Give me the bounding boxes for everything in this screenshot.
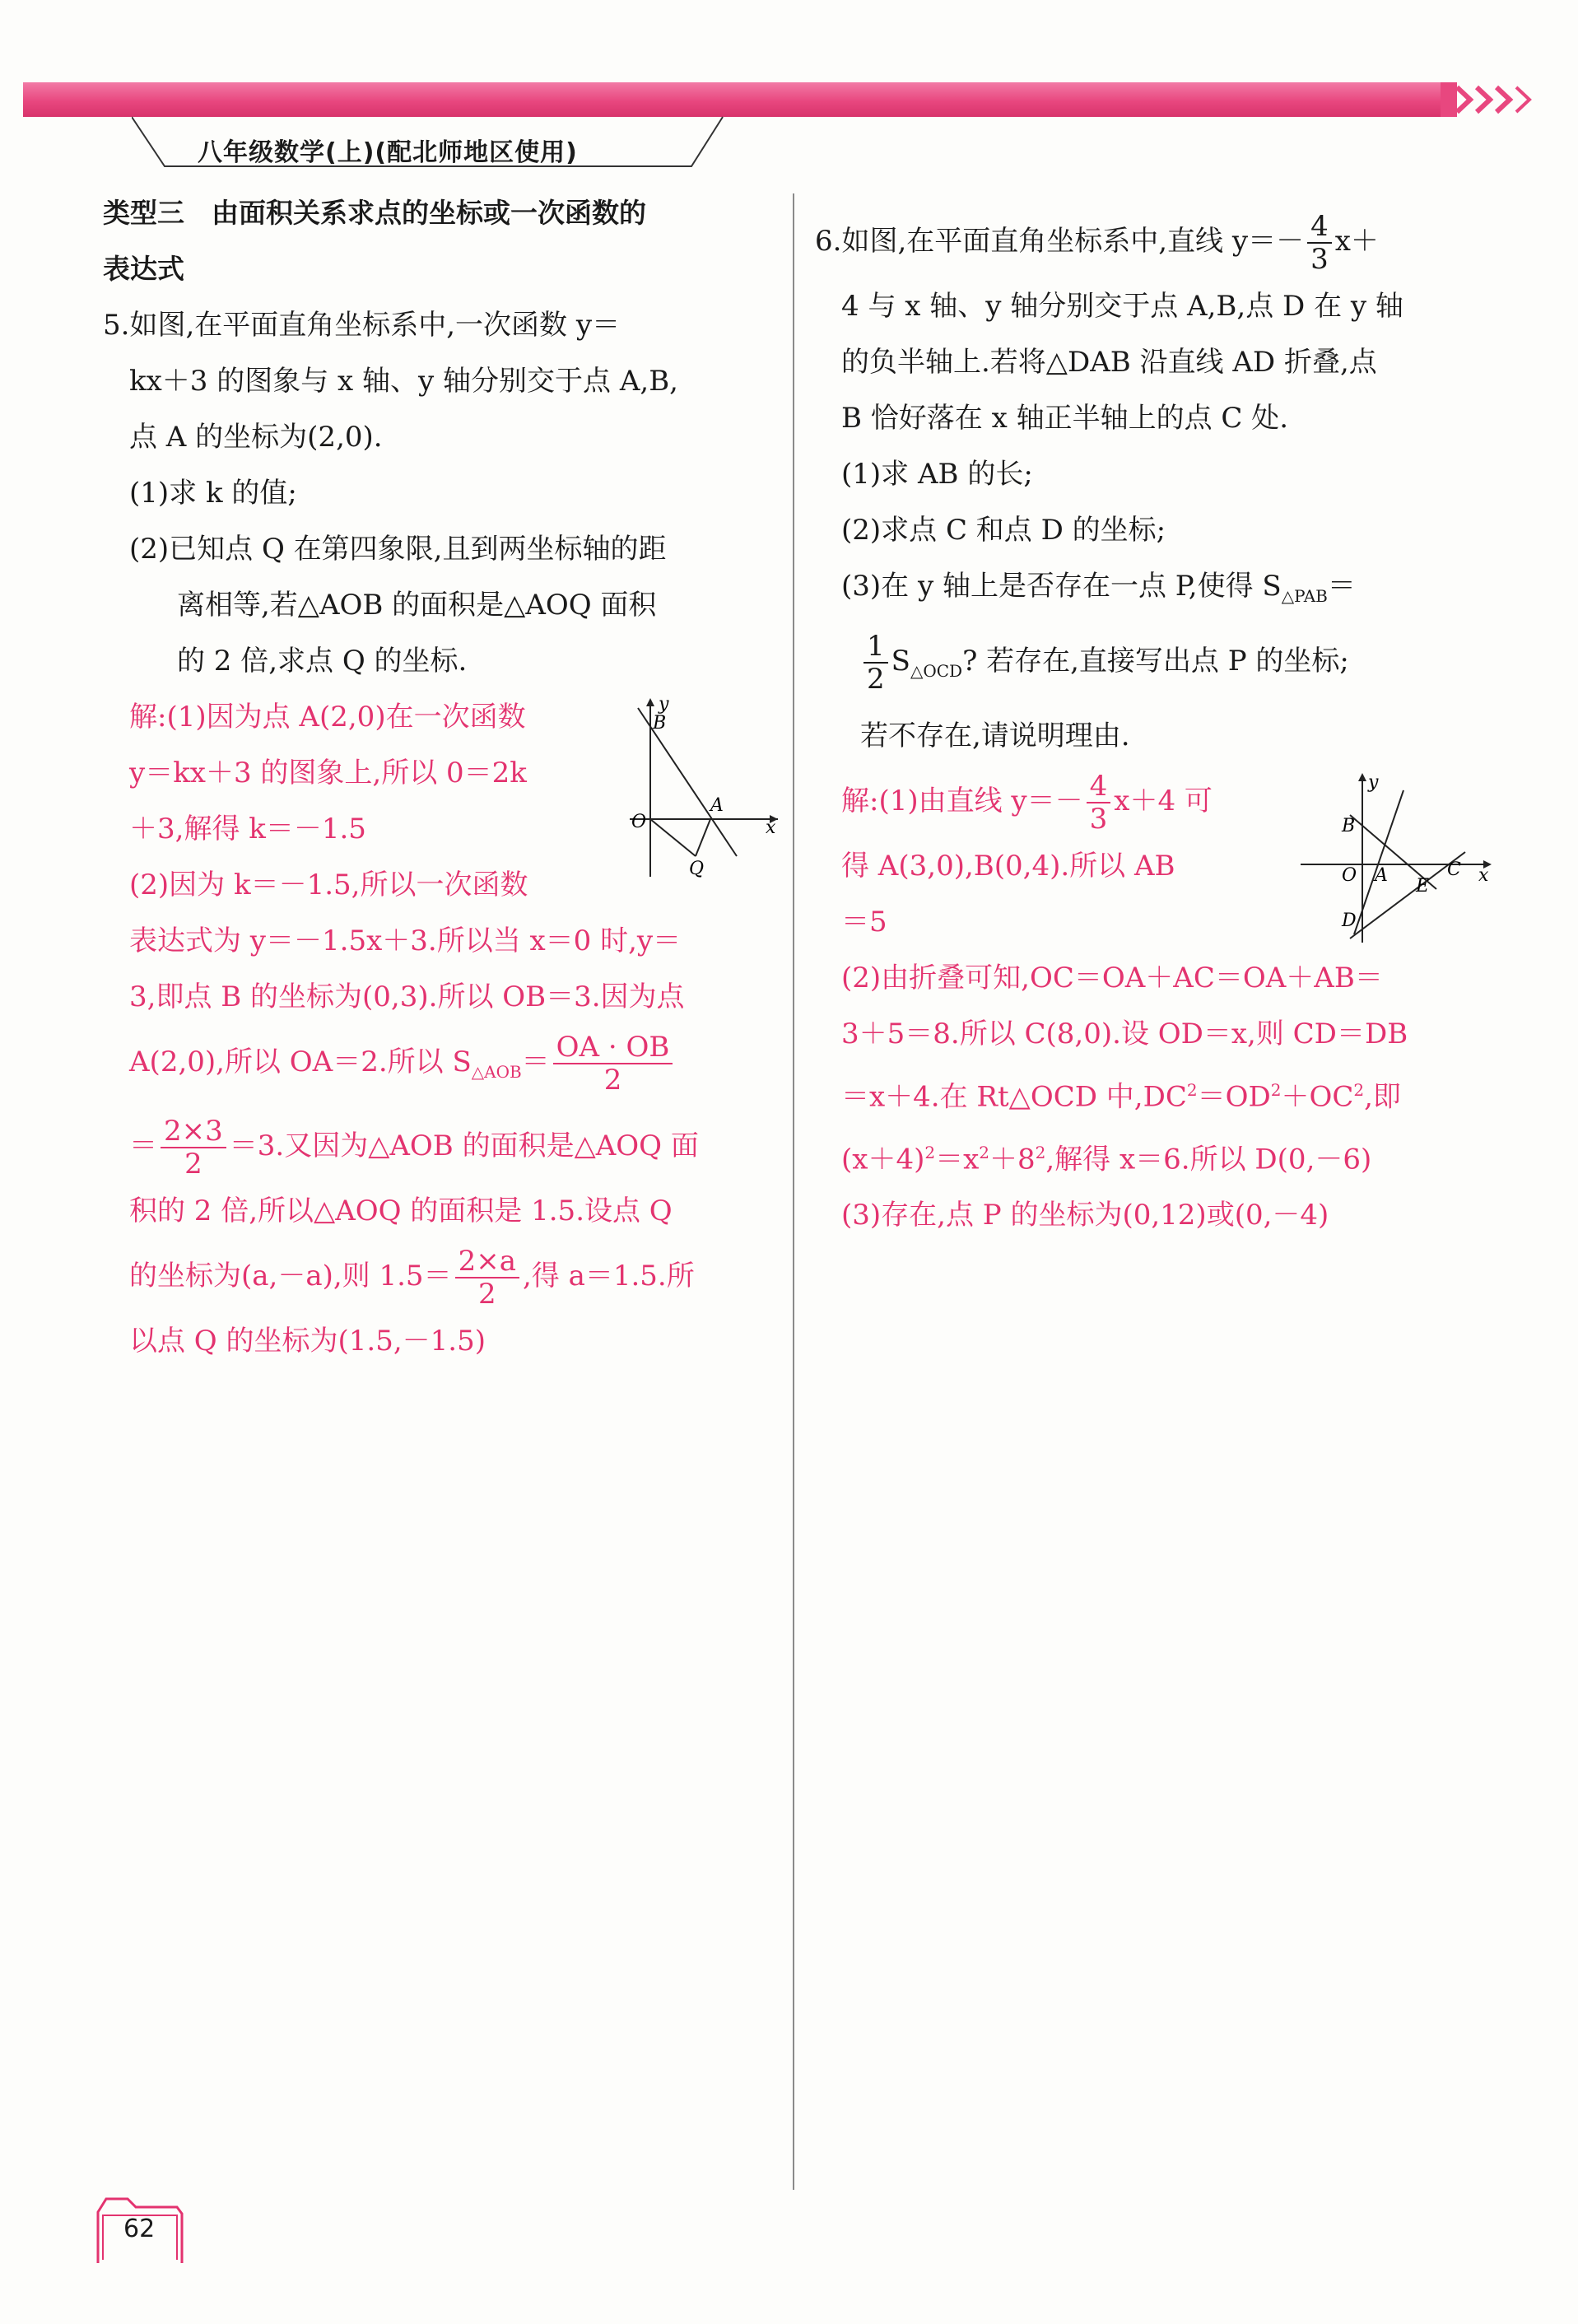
denominator: 2 [184, 1147, 202, 1181]
solution-line [815, 1062, 1498, 1125]
page-number: 62 [123, 2215, 156, 2243]
solution-line [103, 1109, 770, 1183]
solution-line: 得 A(3,0),B(0,4).所以 AB [841, 849, 1175, 883]
section-heading: 类型三 由面积关系求点的坐标或一次函数的 [103, 197, 646, 229]
solution-line: 3,即点 B 的坐标为(0,3).所以 OB＝3.因为点 [129, 980, 685, 1013]
subscript: △AOB [471, 1061, 522, 1082]
label-x: x [766, 817, 776, 838]
section-heading-cont: 表达式 [103, 253, 184, 285]
solution-line: 积的 2 倍,所以△AOQ 的面积是 1.5.设点 Q [129, 1194, 673, 1227]
text: 的坐标为(a,－a),则 1.5＝ [129, 1259, 452, 1292]
text: (x＋4) [841, 1143, 925, 1176]
subscript: △OCD [910, 660, 963, 681]
fraction [1307, 211, 1332, 275]
label-O: O [1342, 865, 1357, 886]
chevron-arrows-icon [1441, 82, 1539, 117]
segment-OQ [650, 819, 696, 856]
text: x＋ [1334, 225, 1379, 258]
label-A: A [710, 795, 724, 816]
text: (3)在 y 轴上是否存在一点 P,使得 S [841, 570, 1282, 603]
denominator: 2 [867, 662, 885, 696]
text: ＝3.又因为△AOB 的面积是△AOQ 面 [229, 1129, 699, 1162]
numerator: 4 [1307, 211, 1332, 244]
solution-line: 3＋5＝8.所以 C(8,0).设 OD＝x,则 CD＝DB [841, 1017, 1408, 1050]
text: ＝OD [1197, 1079, 1271, 1113]
solution-line: ＝5 [841, 905, 887, 938]
segment-QA [696, 819, 710, 856]
fraction [161, 1115, 226, 1180]
superscript: 2 [979, 1142, 989, 1162]
text: 解:(1)由直线 y＝－ [841, 784, 1083, 817]
q5-coordinate-figure [613, 692, 786, 881]
q6-part3-cont [815, 624, 1498, 708]
label-B: B [1342, 816, 1356, 836]
q5-part1: (1)求 k 的值; [129, 477, 297, 510]
text: 6.如图,在平面直角坐标系中,直线 y＝－ [815, 225, 1305, 258]
right-column [815, 204, 1498, 1243]
y-axis-arrow [1358, 773, 1366, 781]
label-Q: Q [689, 859, 705, 879]
solution-line: (2)因为 k＝－1.5,所以一次函数 [129, 869, 528, 901]
numerator: OA · OB [553, 1032, 673, 1064]
denominator: 2 [603, 1064, 622, 1097]
denominator: 3 [1089, 802, 1108, 836]
q5-line: kx＋3 的图象与 x 轴、y 轴分别交于点 A,B, [129, 365, 678, 398]
text: ＝x [935, 1143, 980, 1176]
subscript: △PAB [1281, 585, 1328, 606]
fraction [455, 1246, 519, 1310]
header-banner [23, 82, 1455, 117]
solution-line [815, 1125, 1498, 1187]
solution-line: y＝kx＋3 的图象上,所以 0＝2k [129, 757, 527, 789]
label-O: O [631, 812, 647, 832]
text: ,得 a＝1.5.所 [522, 1259, 695, 1292]
q6-coordinate-figure [1292, 770, 1498, 947]
solution-line: (2)由折叠可知,OC＝OA＋AC＝OA＋AB＝ [841, 961, 1383, 994]
label-y: y [1368, 772, 1379, 793]
text: ? 若存在,直接写出点 P 的坐标; [962, 644, 1349, 678]
text: S [891, 644, 910, 678]
q6-part3-cont: 若不存在,请说明理由. [860, 719, 1130, 752]
q5-part2-cont: 离相等,若△AOB 的面积是△AOQ 面积 [177, 589, 657, 622]
label-E: E [1416, 876, 1430, 897]
q5-line: 5.如图,在平面直角坐标系中,一次函数 y＝ [103, 309, 621, 342]
book-title: 八年级数学(上)(配北师地区使用) [198, 138, 578, 167]
text: ＝x＋4.在 Rt△OCD 中,DC [841, 1079, 1187, 1113]
text: ,即 [1364, 1079, 1401, 1113]
superscript: 2 [924, 1142, 936, 1162]
q6-line: 的负半轴上.若将△DAB 沿直线 AD 折叠,点 [841, 346, 1377, 379]
text: ＝ [129, 1129, 157, 1162]
text: ,解得 x＝6.所以 D(0,－6) [1045, 1143, 1372, 1176]
text: A(2,0),所以 OA＝2.所以 S [129, 1046, 472, 1078]
text: ＝ [521, 1046, 550, 1078]
text: ＋8 [989, 1143, 1036, 1176]
solution-line [103, 1025, 770, 1109]
q5-line: 点 A 的坐标为(2,0). [129, 421, 383, 454]
q5-part2: (2)已知点 Q 在第四象限,且到两坐标轴的距 [129, 533, 667, 566]
superscript: 2 [1270, 1079, 1282, 1100]
label-B: B [653, 713, 667, 734]
label-A: A [1375, 865, 1388, 886]
numerator: 1 [863, 631, 888, 664]
fraction [553, 1032, 673, 1096]
superscript: 2 [1186, 1079, 1198, 1100]
text: ＝ [1327, 570, 1356, 603]
q6-part3 [815, 558, 1498, 624]
superscript: 2 [1035, 1142, 1046, 1162]
solution-line: 解:(1)因为点 A(2,0)在一次函数 [129, 701, 526, 734]
solution-line [103, 1239, 770, 1313]
y-axis-arrow [646, 698, 654, 706]
solution-line: 表达式为 y＝－1.5x＋3.所以当 x＝0 时,y＝ [129, 924, 682, 957]
solution-line: (3)存在,点 P 的坐标为(0,12)或(0,－4) [841, 1199, 1329, 1232]
q6-line: B 恰好落在 x 轴正半轴上的点 C 处. [841, 402, 1289, 435]
q6-part1: (1)求 AB 的长; [841, 458, 1033, 491]
fraction [1087, 771, 1111, 835]
solution-line: ＋3,解得 k＝－1.5 [129, 813, 366, 845]
fraction [863, 631, 888, 695]
denominator: 3 [1310, 243, 1329, 276]
numerator: 4 [1087, 771, 1111, 803]
q6-line: 4 与 x 轴、y 轴分别交于点 A,B,点 D 在 y 轴 [841, 290, 1403, 323]
q6-line [815, 204, 1498, 278]
q5-part2-cont: 的 2 倍,求点 Q 的坐标. [177, 645, 468, 678]
superscript: 2 [1353, 1079, 1365, 1100]
denominator: 2 [477, 1277, 496, 1311]
text: ＋OC [1281, 1079, 1354, 1113]
label-C: C [1447, 859, 1461, 880]
column-divider [793, 193, 794, 2190]
solution-line: 以点 Q 的坐标为(1.5,－1.5) [129, 1324, 486, 1358]
numerator: 2×3 [161, 1115, 226, 1148]
q6-part2: (2)求点 C 和点 D 的坐标; [841, 514, 1166, 547]
label-x: x [1478, 865, 1489, 886]
label-y: y [659, 694, 669, 715]
numerator: 2×a [455, 1246, 519, 1278]
label-D: D [1342, 911, 1357, 931]
text: x＋4 可 [1114, 784, 1213, 817]
